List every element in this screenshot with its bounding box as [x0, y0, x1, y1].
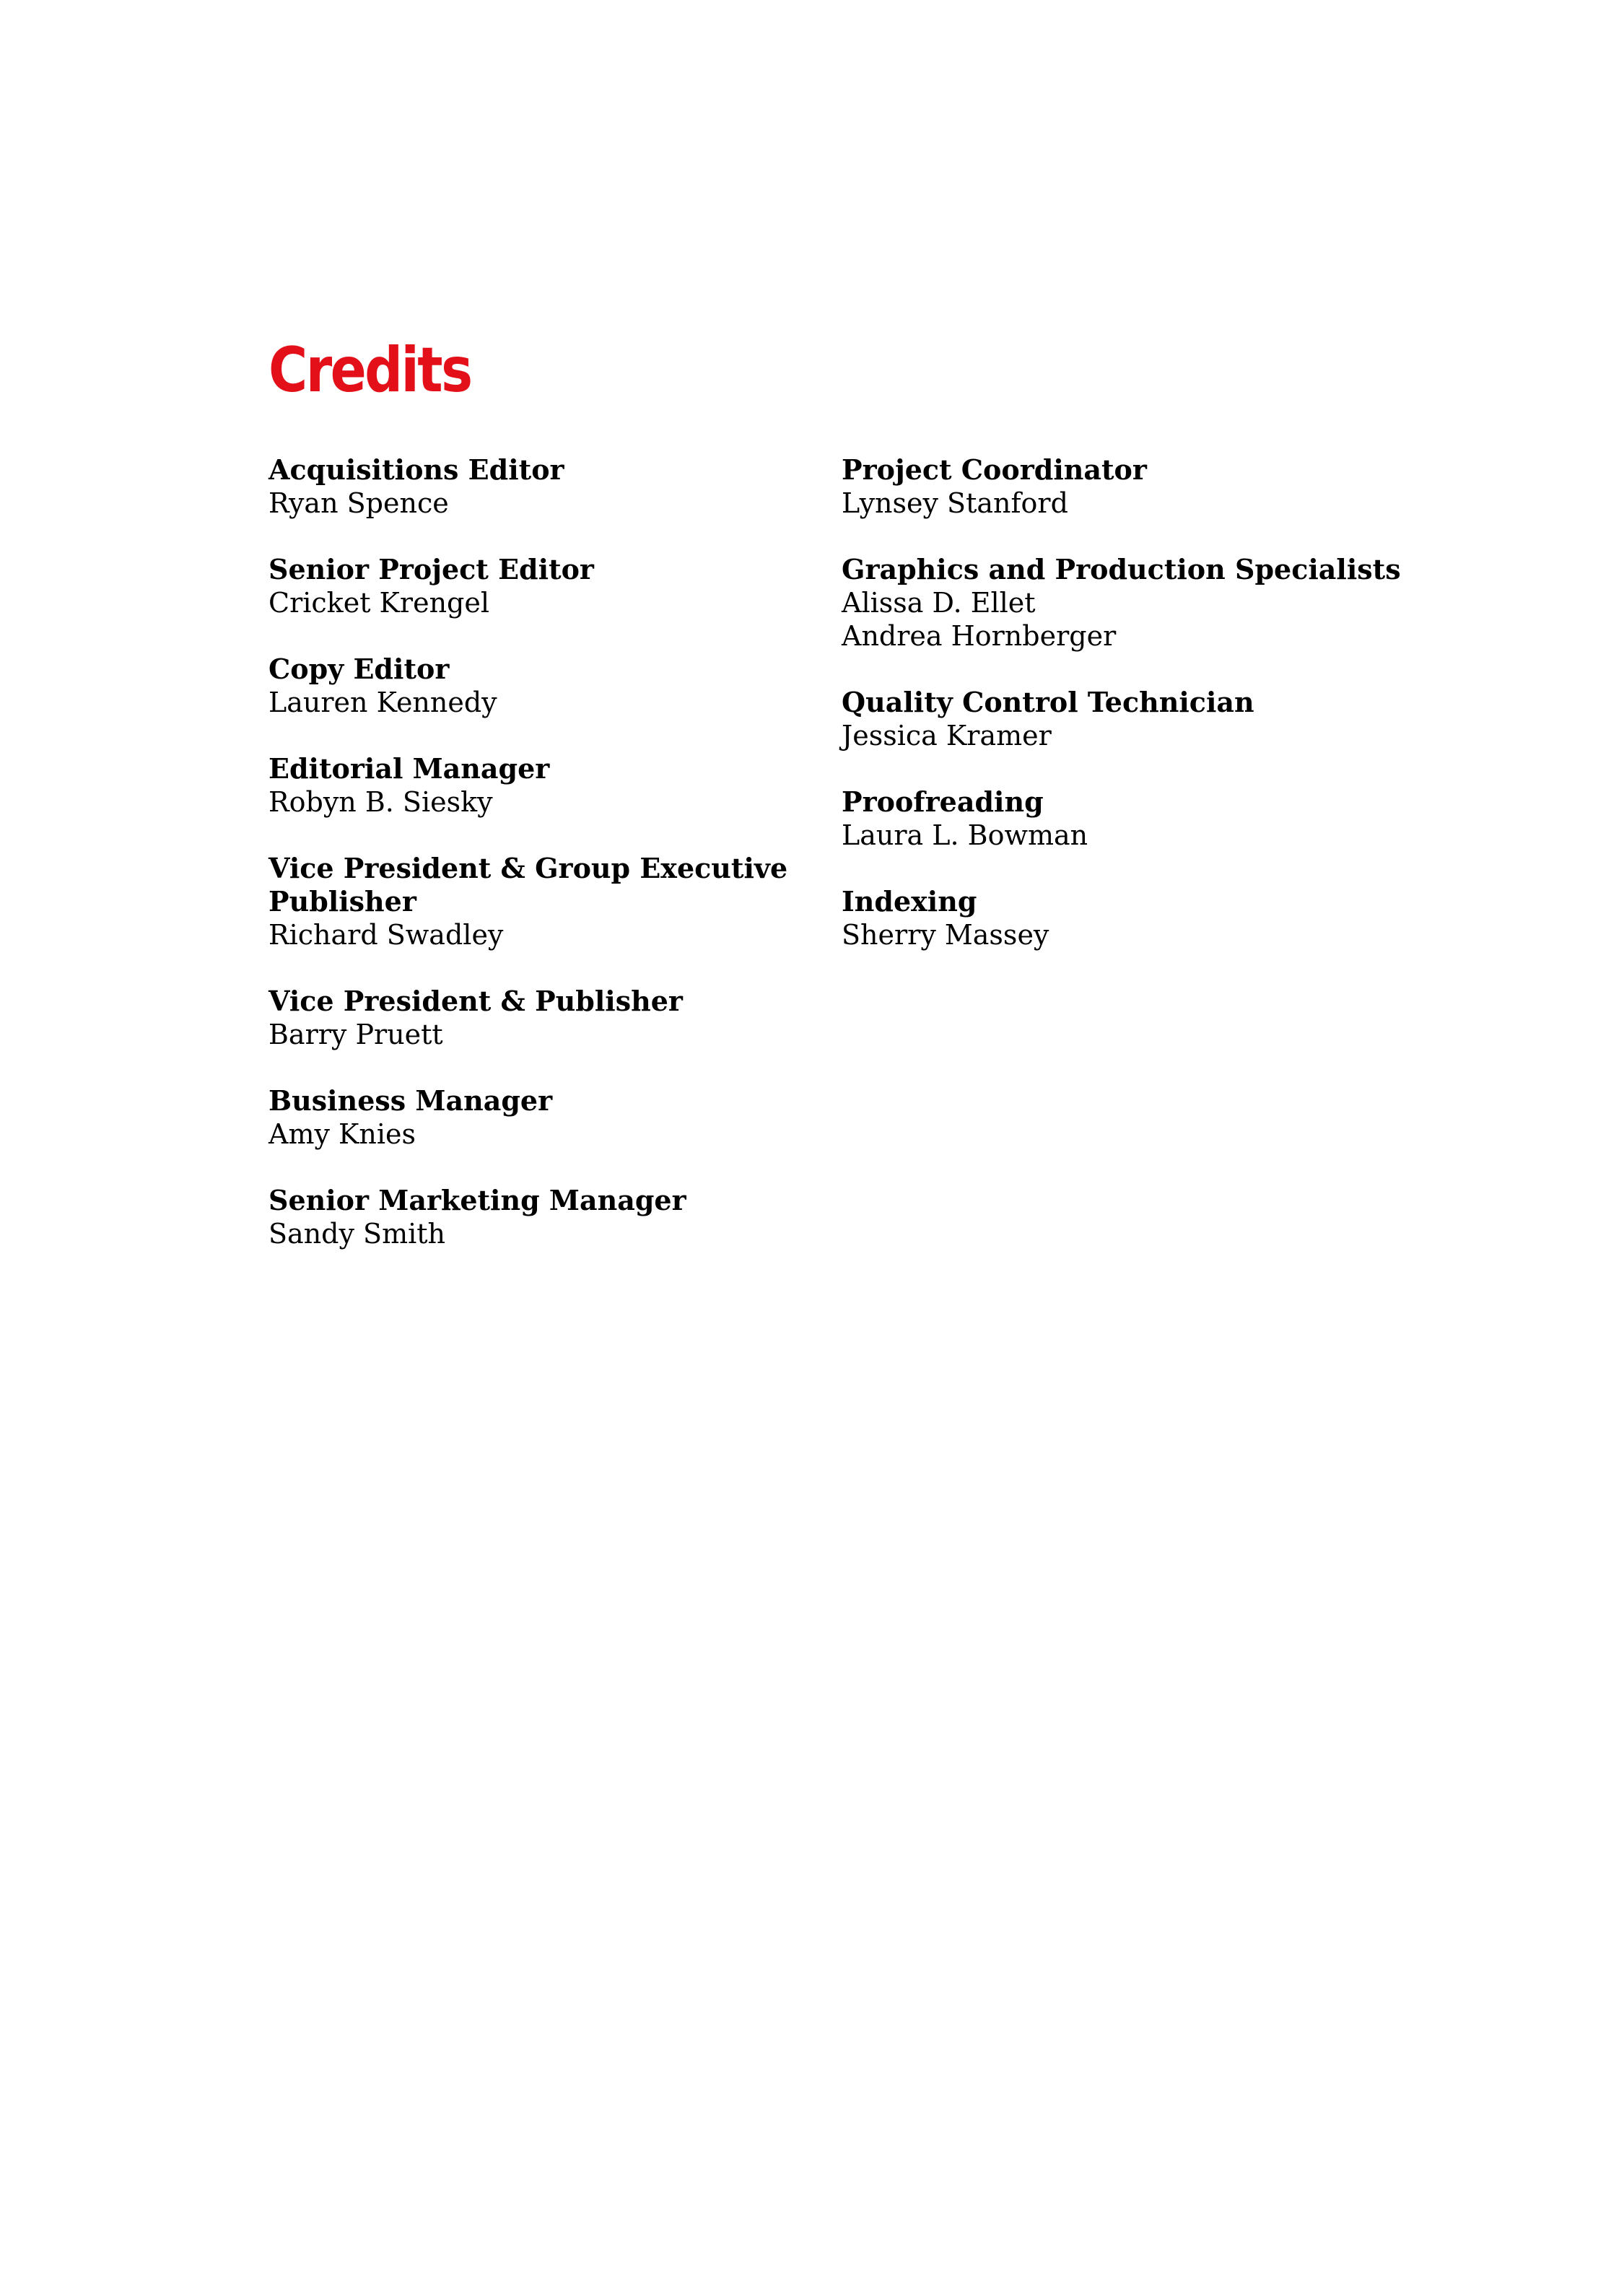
credit-entry-quality-control-technician [842, 686, 1491, 752]
credit-name: Alissa D. Ellet [842, 587, 1036, 619]
credit-role: Project Coordinator [842, 453, 1147, 486]
credits-left-column [269, 453, 788, 1284]
credit-name: Lauren Kennedy [269, 687, 497, 718]
credit-entry-proofreading [842, 785, 1491, 852]
credit-entry-copy-editor [269, 653, 788, 719]
credit-role: Editorial Manager [269, 752, 550, 785]
credit-name: Jessica Kramer [842, 720, 1052, 752]
credit-name: Laura L. Bowman [842, 819, 1088, 851]
credit-entry-editorial-manager [269, 752, 788, 819]
credit-role: Graphics and Production Specialists [842, 553, 1401, 585]
credit-entry-business-manager [269, 1084, 788, 1151]
credit-entry-acquisitions-editor [269, 453, 788, 520]
credit-name: Cricket Krengel [269, 587, 490, 619]
credit-entry-vp-group-executive-publisher [269, 852, 788, 951]
credit-entry-vp-publisher [269, 985, 788, 1051]
credit-role: Vice President & Publisher [269, 985, 683, 1017]
credit-role: Proofreading [842, 785, 1044, 818]
credit-role: Acquisitions Editor [269, 453, 564, 486]
credit-role: Vice President & Group Executive Publisher [269, 852, 788, 918]
credit-entry-graphics-production-specialists [842, 553, 1491, 653]
credit-name: Barry Pruett [269, 1019, 443, 1050]
credit-role: Quality Control Technician [842, 686, 1254, 718]
credit-entry-senior-marketing-manager [269, 1184, 788, 1250]
credit-name: Richard Swadley [269, 919, 504, 951]
credit-role: Copy Editor [269, 653, 450, 685]
credit-role: Indexing [842, 885, 977, 918]
credit-name: Andrea Hornberger [842, 620, 1117, 652]
credit-role: Senior Project Editor [269, 553, 594, 585]
credit-name: Amy Knies [269, 1118, 416, 1150]
credit-role: Senior Marketing Manager [269, 1184, 686, 1216]
credit-name: Lynsey Stanford [842, 487, 1068, 519]
page-title: Credits [269, 334, 471, 406]
credit-entry-senior-project-editor [269, 553, 788, 619]
credit-name: Ryan Spence [269, 487, 449, 519]
credit-role: Business Manager [269, 1084, 553, 1117]
credit-name: Sherry Massey [842, 919, 1049, 951]
credit-name: Robyn B. Siesky [269, 786, 493, 818]
credit-entry-indexing [842, 885, 1491, 951]
credit-entry-project-coordinator [842, 453, 1491, 520]
credits-right-column [842, 453, 1491, 985]
credit-name: Sandy Smith [269, 1218, 445, 1250]
